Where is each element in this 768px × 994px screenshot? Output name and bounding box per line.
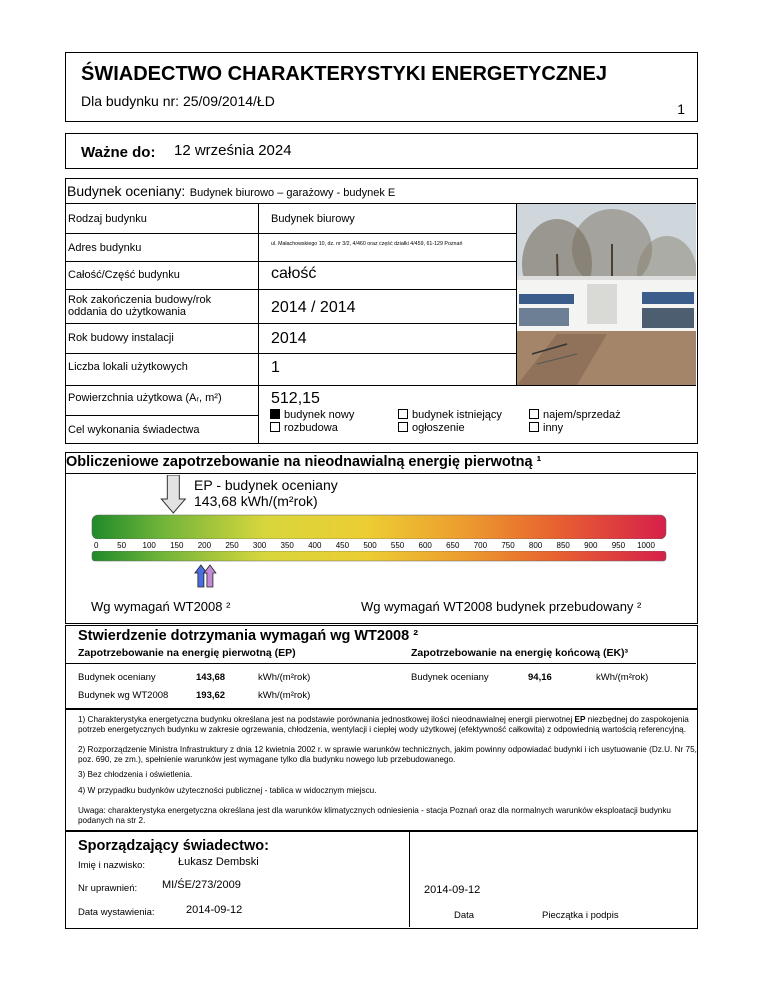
scale-tick-label: 600 (418, 541, 432, 550)
issuer-title: Sporządzający świadectwo: (78, 838, 269, 854)
sign-date-value: 2014-09-12 (424, 884, 481, 896)
building-photo (517, 204, 696, 385)
valid-box (65, 133, 698, 169)
building-box (65, 178, 698, 444)
scale-tick-label: 250 (225, 541, 239, 550)
checkbox-icon (529, 422, 539, 432)
scale-tick-label: 200 (197, 541, 212, 550)
scale-tick-label: 800 (528, 541, 543, 550)
note-3: 3) Bez chłodzenia i oświetlenia. (78, 770, 193, 779)
scale-tick-label: 100 (142, 541, 156, 550)
note-remark: Uwaga: charakterystyka energetyczna określana jest dla warunków klimatycznych odniesienia - stacja Poznań oraz dla normalnych warunków eksploatacji budynku podanych na str 2. (78, 806, 671, 825)
building-heading (67, 183, 395, 201)
scale-tick-label: 150 (170, 541, 184, 550)
ep-scale-bar-top (92, 515, 666, 539)
document-title: ŚWIADECTWO CHARAKTERYSTYKI ENERGETYCZNEJ (81, 63, 607, 85)
purpose-option-new[interactable]: budynek nowy (270, 409, 354, 421)
issuer-license-value: MI/ŚE/273/2009 (162, 879, 241, 891)
label-units-count: Liczba lokali użytkowych (68, 361, 188, 373)
ek-row-label: Budynek oceniany (411, 672, 489, 683)
purpose-option-announcement[interactable]: ogłoszenie (398, 422, 465, 434)
label-purpose: Cel wykonania świadectwa (68, 424, 200, 436)
header-box (65, 52, 698, 122)
scale-tick-label: 850 (556, 541, 570, 550)
compliance-row-value: 143,68 (196, 672, 226, 683)
wt2008-marker (195, 565, 207, 587)
label-usable-area: Powierzchnia użytkowa (Aᵣ, m²) (68, 392, 222, 404)
value-building-type: Budynek biurowy (271, 213, 355, 225)
scale-tick-label: 350 (280, 541, 294, 550)
ek-row-unit: kWh/(m²rok) (596, 672, 649, 683)
compliance-row-value: 193,62 (196, 690, 226, 701)
ek-requirement-heading: Zapotrzebowanie na energię końcową (EK)³ (411, 647, 629, 659)
wt2008-rebuilt-label: Wg wymagań WT2008 budynek przebudowany ² (361, 599, 642, 614)
compliance-row-label: Budynek oceniany (78, 672, 156, 683)
wt2008-label: Wg wymagań WT2008 ² (91, 599, 231, 614)
scale-tick-label: 50 (117, 541, 127, 550)
notes-box (65, 709, 698, 831)
wt2008-rebuilt-marker (204, 565, 216, 587)
value-units-count: 1 (271, 359, 280, 376)
scale-tick-label: 750 (501, 541, 515, 550)
compliance-box (65, 625, 698, 709)
ep-building-value: 143,68 kWh/(m²rok) (194, 493, 318, 509)
compliance-row-label: Budynek wg WT2008 (78, 690, 169, 701)
compliance-title: Stwierdzenie dotrzymania wymagań wg WT2008 ² (78, 628, 419, 644)
value-address: ul. Małachowskiego 10, dz. nr 3/2, 4/460 oraz część działki 4/459, 61-129 Poznań (271, 241, 463, 247)
checkbox-icon (270, 422, 280, 432)
ep-scale-bar-bottom (92, 551, 666, 561)
page-number: 1 (677, 101, 685, 117)
valid-label: Ważne do: (81, 144, 156, 161)
purpose-option-existing[interactable]: budynek istniejący (398, 409, 502, 421)
label-whole-part: Całość/Część budynku (68, 269, 180, 281)
label-completion-year: Rok zakończenia budowy/rok oddania do użytkowania (68, 294, 212, 318)
scale-tick-label: 700 (473, 541, 488, 550)
value-installation-year: 2014 (271, 330, 307, 347)
issuer-license-label: Nr uprawnień: (78, 883, 138, 894)
scale-tick-label: 500 (363, 541, 377, 550)
note-2: 2) Rozporządzenie Ministra Infrastruktury z dnia 12 kwietnia 2002 r. w sprawie warunków technicznych, jakim powinny odpowiadać budynki i ich usytuowanie (Dz.U. Nr 75, poz. 690, ze zm.), spełnienie warunków jest wymagane tylko dla budynku nowego lub przebudowanego. (78, 745, 697, 764)
purpose-option-other[interactable]: inny (529, 422, 563, 434)
value-usable-area: 512,15 (271, 390, 320, 407)
issuer-name-value: Łukasz Dembski (178, 856, 259, 868)
compliance-row-unit: kWh/(m²rok) (258, 672, 311, 683)
checkbox-icon (270, 409, 280, 419)
ep-section-box (65, 452, 698, 624)
building-heading-label: Budynek oceniany: (67, 183, 186, 199)
scale-tick-label: 0 (94, 541, 99, 550)
valid-date: 12 września 2024 (174, 142, 292, 159)
scale-tick-label: 400 (308, 541, 322, 550)
checkbox-icon (529, 409, 539, 419)
value-whole-part: całość (271, 265, 317, 282)
label-address: Adres budynku (68, 242, 142, 254)
ep-building-marker (161, 475, 185, 513)
scale-tick-label: 650 (446, 541, 460, 550)
scale-tick-label: 900 (584, 541, 598, 550)
note-4: 4) W przypadku budynków użyteczności publicznej - tablica w widocznym miejscu. (78, 786, 377, 795)
purpose-option-extension[interactable]: rozbudowa (270, 422, 338, 434)
scale-tick-label: 550 (390, 541, 405, 550)
ep-scale-chart (86, 475, 676, 595)
label-building-type: Rodzaj budynku (68, 213, 147, 225)
sign-date-label: Data (454, 910, 475, 921)
note-1: 1) Charakterystyka energetyczna budynku określana jest na podstawie porównania jednostkowej ilości nieodnawialnej energii pierwotnej EP niezbędnej do zaspokojenia potrzeb energetycznych budynku w zakresie ogrzewania, chłodzenia, wentylacji i ciepłej wody użytkowej (efektywność całkowita) z odpowiednią wartością referencyjną. (78, 715, 689, 734)
building-heading-value: Budynek biurowo – garażowy - budynek E (189, 187, 396, 199)
scale-tick-label: 450 (335, 541, 350, 550)
scale-tick-label: 950 (611, 541, 626, 550)
issuer-issue-date-label: Data wystawienia: (78, 907, 155, 918)
scale-tick-label: 1000 (637, 541, 655, 550)
ek-row-value: 94,16 (528, 672, 552, 683)
scale-tick-label: 300 (252, 541, 267, 550)
purpose-option-rent-sale[interactable]: najem/sprzedaż (529, 409, 621, 421)
stamp-signature-label: Pieczątka i podpis (542, 910, 619, 921)
issuer-name-label: Imię i nazwisko: (78, 860, 146, 871)
building-number: Dla budynku nr: 25/09/2014/ŁD (81, 93, 275, 109)
ep-building-label: EP - budynek oceniany (194, 477, 338, 493)
label-installation-year: Rok budowy instalacji (68, 332, 174, 344)
checkbox-icon (398, 409, 408, 419)
ep-requirement-heading: Zapotrzebowanie na energię pierwotną (EP) (78, 647, 296, 659)
value-completion-year: 2014 / 2014 (271, 299, 356, 316)
ep-section-title: Obliczeniowe zapotrzebowanie na nieodnawialną energię pierwotną ¹ (66, 454, 542, 470)
issuer-issue-date-value: 2014-09-12 (186, 904, 243, 916)
compliance-row-unit: kWh/(m²rok) (258, 690, 311, 701)
issuer-box (65, 831, 698, 929)
checkbox-icon (398, 422, 408, 432)
